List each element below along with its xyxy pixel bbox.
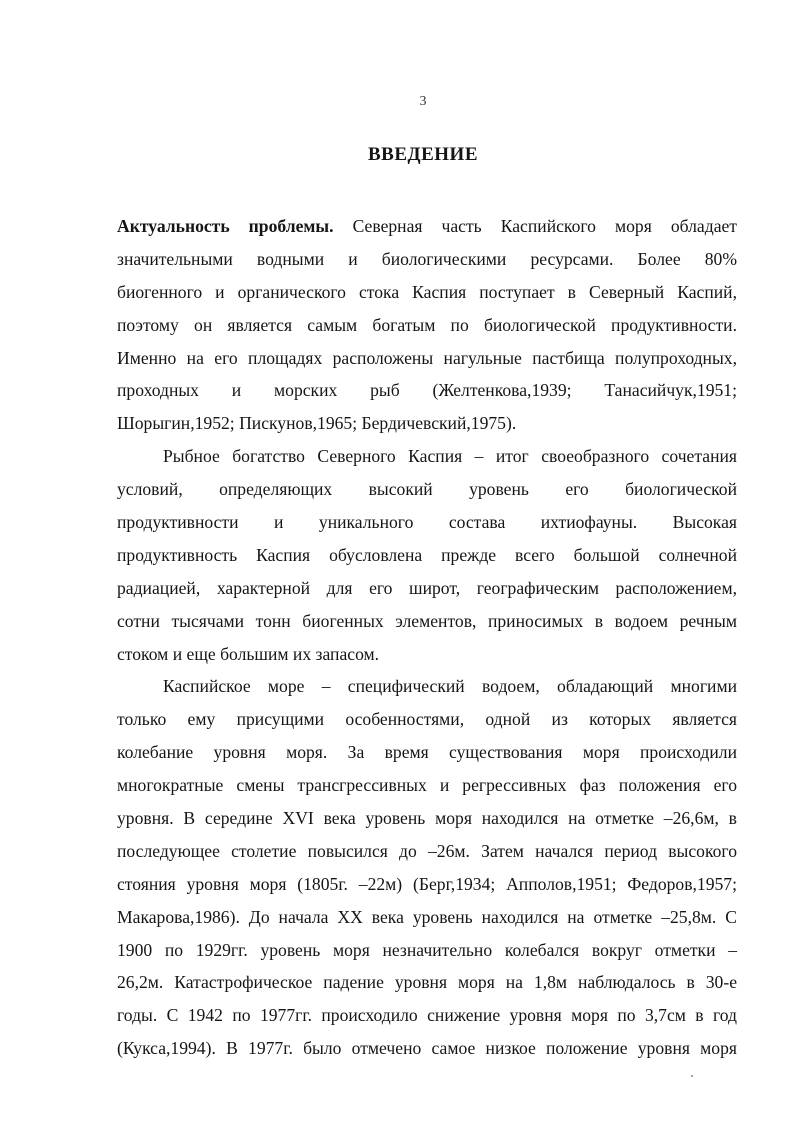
body-text [117, 210, 737, 1065]
paragraph-1-line-4: поэтому он является самым богатым по биологической продуктивности. [117, 314, 737, 335]
paragraph-1-line-7: Шорыгин,1952; Пискунов,1965; Бердичевский,1975). [117, 413, 517, 434]
section-heading: ВВЕДЕНИЕ [368, 144, 478, 165]
paragraph-3-line-1: Каспийское море – специфический водоем, обладающий многими [163, 676, 737, 697]
paragraph-3-line-4: многократные смены трансгрессивных и регрессивных фаз положения его [117, 775, 737, 796]
paragraph-1-line-1 [117, 210, 737, 243]
paragraph-2-line-4: продуктивность Каспия обусловлена прежде всего большой солнечной [117, 544, 737, 565]
paragraph-3-line-9: 1900 по 1929гг. уровень моря незначительно колебался вокруг отметки – [117, 939, 737, 960]
paragraph-2-line-1: Рыбное богатство Северного Каспия – итог своеобразного сочетания [163, 446, 737, 467]
paragraph-3-line-2: только ему присущими особенностями, одной из которых является [117, 709, 737, 730]
paragraph-3-line-10: 26,2м. Катастрофическое падение уровня моря на 1,8м наблюдалось в 30-е [117, 972, 737, 993]
paragraph-1-line-6: проходных и морских рыб (Желтенкова,1939; Танасийчук,1951; [117, 380, 737, 401]
paragraph-3-line-6: последующее столетие повысился до –26м. Затем начался период высокого [117, 840, 737, 861]
page-number: 3 [419, 94, 427, 109]
scan-speck [691, 1075, 693, 1077]
paragraph-2-line-6: сотни тысячами тонн биогенных элементов, приносимых в водоем речным [117, 610, 737, 631]
paragraph-3-line-7: стояния уровня моря (1805г. –22м) (Берг,1934; Апполов,1951; Федоров,1957; [117, 873, 737, 894]
paragraph-3-line-5: уровня. В середине XVI века уровень моря находился на отметке –26,6м, в [117, 808, 737, 829]
paragraph-2-line-2: условий, определяющих высокий уровень его биологической [117, 479, 737, 500]
paragraph-2-line-7: стоком и еще большим их запасом. [117, 643, 380, 664]
paragraph-2-line-3: продуктивности и уникального состава ихтиофауны. Высокая [117, 512, 737, 533]
paragraph-3-line-12: (Кукса,1994). В 1977г. было отмечено самое низкое положение уровня моря [117, 1038, 737, 1059]
paragraph-3-line-8: Макарова,1986). До начала XX века уровень находился на отметке –25,8м. С [117, 906, 737, 927]
lead-phrase: Актуальность проблемы. [117, 216, 334, 236]
line-text: Северная часть Каспийского моря обладает [333, 216, 737, 236]
paragraph-3-line-3: колебание уровня моря. За время существования моря происходили [117, 742, 737, 763]
paragraph-1-line-2: значительными водными и биологическими ресурсами. Более 80% [117, 248, 737, 269]
paragraph-2-line-5: радиацией, характерной для его широт, географическим расположением, [117, 577, 737, 598]
paragraph-1-line-3: биогенного и органического стока Каспия поступает в Северный Каспий, [117, 281, 737, 302]
paragraph-1-line-5: Именно на его площадях расположены нагульные пастбища полупроходных, [117, 347, 737, 368]
paragraph-3-line-11: годы. С 1942 по 1977гг. происходило снижение уровня моря по 3,7см в год [117, 1005, 737, 1026]
